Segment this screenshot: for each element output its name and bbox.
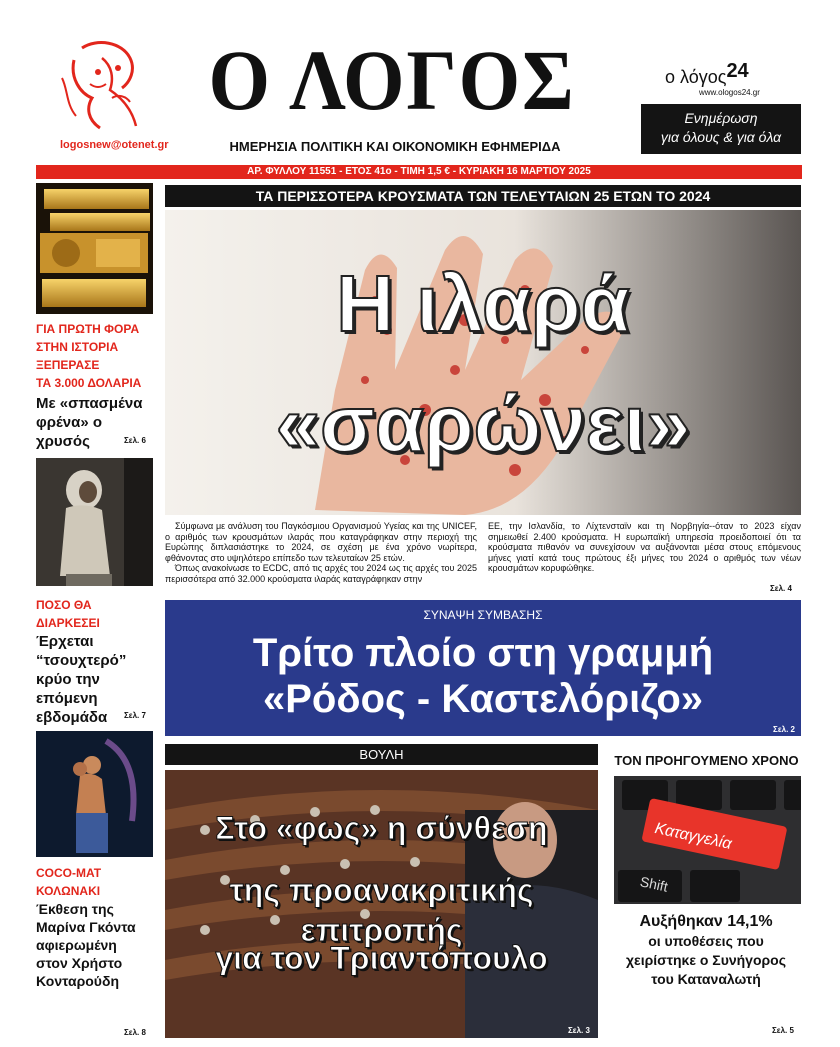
gold-page-ref: Σελ. 6 <box>124 436 146 445</box>
promo-brand: ο λόγος <box>665 67 727 87</box>
keyboard-photo[interactable] <box>614 776 801 904</box>
parliament-headline-3: για τον Τριαντόπουλο <box>215 940 548 976</box>
ferry-box[interactable] <box>165 600 801 736</box>
lead-headline-1: Η ιλαρά <box>336 259 630 348</box>
lead-headline-2: «σαρώνει» <box>275 379 691 468</box>
parliament-band <box>165 744 598 765</box>
lead-col1-p1: Σύμφωνα με ανάλυση του Παγκόσμιου Οργανισμού Υγείας και της UNICEF, ο αριθμός των κρουσμάτων ιλαράς που καταγράφηκαν στην περιοχή της Ευρώπης διπλασιάστηκε το 2024, σε σχέση με ένα χρόνο νωρίτερα, φθάνοντας στο υψηλότερο επίπεδο των τελευταίων 25 ετών. <box>165 521 477 563</box>
lead-band <box>165 185 801 207</box>
lead-col1-p2: Όπως ανακοίνωσε το ECDC, από τις αρχές του 2024 ως τις αρχές του 2025 περισσότερα από 32.000 κρούσματα ιλαράς καταγράφηκαν στην <box>165 563 477 584</box>
art-head-1: Έκθεση της <box>36 901 114 917</box>
gold-kicker-3: ΞΕΠΕΡΑΣΕ <box>36 358 100 372</box>
parliament-headline-1: Στο «φως» η σύνθεση <box>215 810 548 846</box>
promo-tagline-1: Ενημέρωση <box>684 110 758 126</box>
promo-brand-number: 24 <box>726 60 749 82</box>
consumer-story[interactable] <box>606 912 806 989</box>
promo-url: www.ologos24.gr <box>699 88 760 97</box>
consumer-band: ΤΟΝ ΠΡΟΗΓΟΥΜΕΝΟ ΧΡΟΝΟ <box>614 753 799 768</box>
ferry-headline-2: «Ρόδος - Καστελόριζο» <box>262 677 704 721</box>
lead-band-text: ΤΑ ΠΕΡΙΣΣΟΤΕΡΑ ΚΡΟΥΣΜΑΤΑ ΤΩΝ ΤΕΛΕΥΤΑΙΩΝ 25 ΕΤΩΝ ΤΟ 2024 <box>255 188 711 204</box>
ferry-page-ref: Σελ. 2 <box>773 725 795 734</box>
lead-col-2 <box>488 521 801 574</box>
consumer-head-4: του Καταναλωτή <box>651 971 761 987</box>
consumer-head-2: οι υποθέσεις που <box>648 933 764 949</box>
parliament-page-ref: Σελ. 3 <box>568 1026 590 1035</box>
gold-head-1: Με «σπασμένα <box>36 395 143 412</box>
art-head-5: Κονταρούδη <box>36 973 119 989</box>
promo-tagline-2: για όλους & για όλα <box>660 129 782 145</box>
gold-head-2: φρένα» ο χρυσός <box>36 414 103 450</box>
art-head-3: αφιερωμένη <box>36 937 117 953</box>
newspaper-subtitle: ΗΜΕΡΗΣΙΑ ΠΟΛΙΤΙΚΗ ΚΑΙ ΟΙΚΟΝΟΜΙΚΗ ΕΦΗΜΕΡΙΔΑ <box>229 139 561 154</box>
art-kicker-1: COCO-MAT <box>36 866 102 880</box>
consumer-head-3: χειρίστηκε ο Συνήγορος <box>625 952 787 968</box>
issue-line: ΑΡ. ΦΥΛΛΟΥ 11551 - ΕΤΟΣ 41ο - ΤΙΜΗ 1,5 € - ΚΥΡΙΑΚΗ 16 ΜΑΡΤΙΟΥ 2025 <box>247 166 591 177</box>
gold-kicker-2: ΣΤΗΝ ΙΣΤΟΡΙΑ <box>36 340 119 354</box>
cold-page-ref: Σελ. 7 <box>124 711 146 720</box>
parliament-band-text: ΒΟΥΛΗ <box>359 747 404 762</box>
lead-col-1 <box>165 521 477 584</box>
consumer-page-ref: Σελ. 5 <box>772 1026 794 1035</box>
art-page-ref: Σελ. 8 <box>124 1028 146 1037</box>
cold-story[interactable] <box>36 596 156 727</box>
consumer-head-1: Αυξήθηκαν 14,1% <box>639 913 773 930</box>
promo-box[interactable] <box>641 42 801 154</box>
newspaper-title: Ο ΛΟΓΟΣ <box>208 32 576 128</box>
ferry-kicker: ΣΥΝΑΨΗ ΣΥΜΒΑΣΗΣ <box>423 608 543 622</box>
art-story[interactable] <box>36 864 156 990</box>
art-head-4: στον Χρήστο <box>36 955 123 971</box>
cold-head-5: εβδομάδα <box>36 709 108 726</box>
cold-head-3: κρύο την <box>36 671 100 688</box>
art-kicker-2: ΚΟΛΩΝΑΚΙ <box>36 884 101 898</box>
gold-story[interactable] <box>36 320 156 451</box>
issue-band <box>36 165 802 179</box>
cold-head-4: επόμενη <box>36 690 98 707</box>
parliament-headline-2: της προανακριτικής επιτροπής <box>229 872 534 948</box>
ferry-headline-1: Τρίτο πλοίο στη γραμμή <box>252 631 714 675</box>
gold-kicker-4: ΤΑ 3.000 ΔΟΛΑΡΙΑ <box>36 376 142 390</box>
promo-tagline-box <box>641 104 801 154</box>
gold-kicker-1: ΓΙΑ ΠΡΩΤΗ ΦΟΡΑ <box>36 322 140 336</box>
shift-label: Shift <box>638 873 670 895</box>
cold-head-1: Έρχεται <box>36 633 94 650</box>
lead-page-ref: Σελ. 4 <box>770 584 792 593</box>
gold-bars-photo <box>36 183 153 314</box>
lead-col2-p1: ΕΕ, την Ισλανδία, το Λίχτενσταϊν και τη Νορβηγία--όταν το 2023 είχαν σημειωθεί 2.400 κρούσματα. Η ευρωπαϊκή υπηρεσία προειδοποιεί ότι τα κρούσματα πιθανόν να συνεχίσουν να αυξάνονται μέσα στους επόμενους μήνες γιατί κατά τους πρώτους έξι μήνες του 2024 ο αριθμός των νέων κρουσμάτων κορυφώθηκε. <box>488 521 801 573</box>
masthead-email: logosnew@otenet.gr <box>60 139 169 151</box>
embracing-figures-photo <box>36 731 153 857</box>
key-label: Καταγγελία <box>653 820 734 853</box>
cold-kicker: ΠΟΣΟ ΘΑ ΔΙΑΡΚΕΣΕΙ <box>36 598 100 630</box>
art-head-2: Μαρίνα Γκόντα <box>36 919 136 935</box>
hooded-person-photo <box>36 458 153 586</box>
logo-faces-icon <box>52 38 154 133</box>
cold-head-2: “τσουχτερό” <box>36 652 127 669</box>
